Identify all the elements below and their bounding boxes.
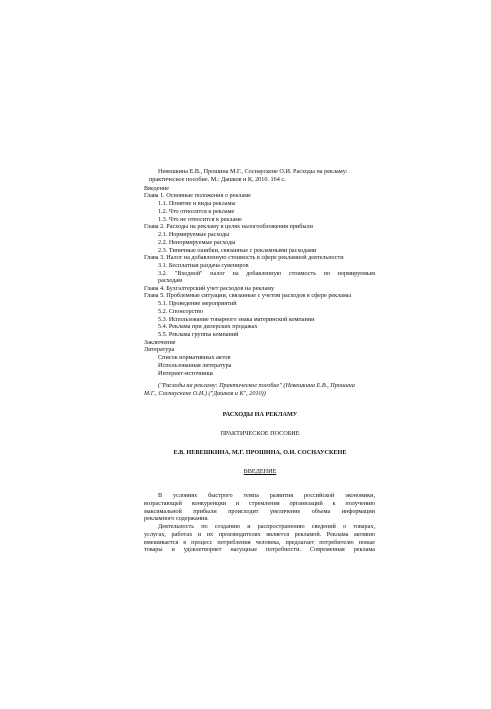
- toc-section-3-1: 3.1. Бесплатная раздача сувениров: [158, 262, 249, 269]
- toc-section-5-5: 5.5. Реклама группы компаний: [158, 331, 239, 338]
- toc-section-5-3: 5.3. Использование товарного знака материнской компании: [158, 316, 315, 323]
- toc-section-5-1: 5.1. Проведение мероприятий: [158, 300, 237, 307]
- document-title: РАСХОДЫ НА РЕКЛАМУ: [222, 411, 298, 418]
- source-note-line-2: М.Г., Соснаускене О.И.) ("Дашков и К", 2010)): [144, 390, 266, 397]
- paragraph-1-line-4: рекламного содержания.: [144, 515, 209, 522]
- paragraph-1-line-2: возрастающей конкуренции и стремления организаций к получению: [144, 500, 375, 507]
- toc-conclusion: Заключение: [144, 339, 176, 346]
- source-note-line-1: ("Расходы на рекламу: Практическое пособие" (Невешкина Е.В., Прошина: [158, 382, 355, 389]
- toc-literature-item-3: Интернет-источники: [158, 370, 213, 377]
- paragraph-2-line-1: Деятельность по созданию и распространению сведений о товарах,: [158, 523, 375, 530]
- citation-line-1: Невешкина Е.В., Прошина М.Г., Соснаускене О.И. Расходы на рекламу:: [158, 168, 348, 175]
- toc-section-5-4: 5.4. Реклама при дилерских продажах: [158, 323, 258, 330]
- toc-chapter-5: Глава 5. Проблемные ситуации, связанные с учетом расходов в сфере рекламы: [144, 292, 352, 299]
- toc-section-2-3: 2.3. Типичные ошибки, связанные с рекламными расходами: [158, 247, 317, 254]
- toc-section-1-1: 1.1. Понятие и виды рекламы: [158, 200, 236, 207]
- document-subtitle: ПРАКТИЧЕСКОЕ ПОСОБИЕ: [220, 430, 300, 437]
- paragraph-2-line-4: товары и удовлетворяет насущные потребности. Современная реклама: [144, 546, 375, 553]
- citation-line-2: практическое пособие. М.: Дашков и К, 2010. 164 с.: [149, 176, 286, 183]
- toc-section-5-2: 5.2. Спонсорство: [158, 308, 204, 315]
- toc-section-1-2: 1.2. Что относится к рекламе: [158, 208, 235, 215]
- toc-intro: Введение: [144, 185, 169, 192]
- paragraph-2-line-3: вмешивается в процесс потребления человека, предлагает потребителю новые: [144, 539, 375, 546]
- toc-chapter-2: Глава 2. Расходы на рекламу в целях налогообложения прибыли: [144, 223, 313, 230]
- toc-section-2-2: 2.2. Ненормируемые расходы: [158, 239, 236, 246]
- toc-section-3-2-cont: расходам: [158, 277, 183, 284]
- toc-section-1-3: 1.3. Что не относится к рекламе: [158, 216, 242, 223]
- section-heading-introduction: ВВЕДЕНИЕ: [243, 468, 277, 475]
- paragraph-1-line-1: В условиях быстрого темпа развития российской экономики,: [158, 492, 375, 499]
- toc-section-2-1: 2.1. Нормируемые расходы: [158, 231, 230, 238]
- toc-chapter-4: Глава 4. Бухгалтерский учет расходов на рекламу: [144, 285, 275, 292]
- toc-literature-item-1: Список нормативных актов: [158, 354, 231, 361]
- toc-chapter-1: Глава 1. Основные положения о рекламе: [144, 192, 251, 199]
- toc-literature-item-2: Использованная литература: [158, 362, 232, 369]
- paragraph-1-line-3: максимальной прибыли происходит увеличение объема информации: [144, 508, 375, 515]
- paragraph-2-line-2: услугах, работах и их производителях является рекламой. Реклама активно: [144, 531, 375, 538]
- toc-chapter-3: Глава 3. Налог на добавленную стоимость в сфере рекламной деятельности: [144, 254, 344, 261]
- toc-section-3-2: 3.2. "Входной" налог на добавленную стоимость по нормируемым: [158, 270, 375, 277]
- toc-literature: Литература: [144, 346, 175, 353]
- document-authors: Е.В. НЕВЕШКИНА, М.Г. ПРОШИНА, О.И. СОСНАУСКЕНЕ: [173, 449, 347, 456]
